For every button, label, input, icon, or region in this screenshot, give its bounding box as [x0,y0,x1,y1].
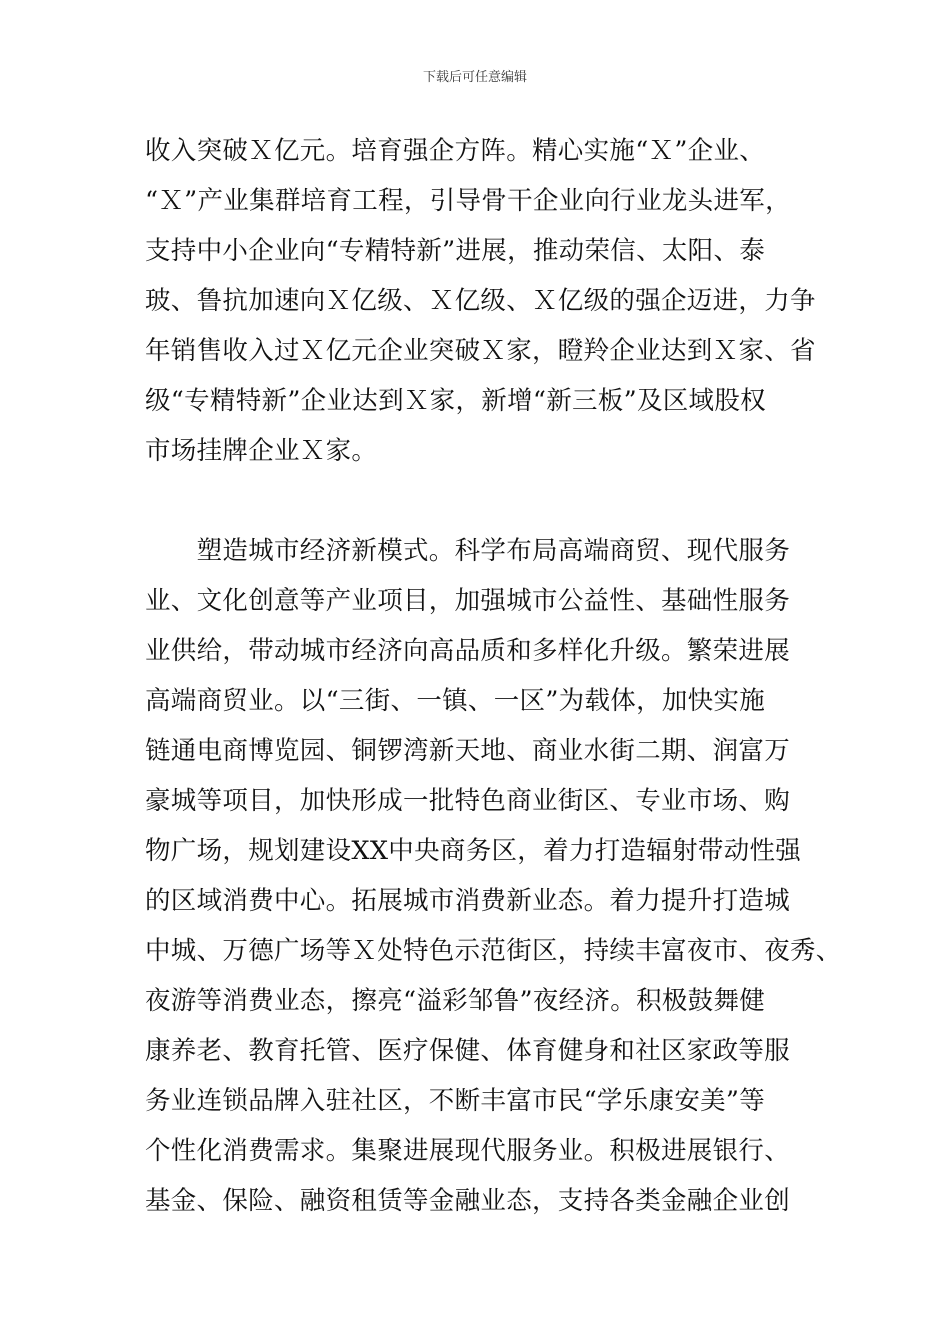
text-line: 的区域消费中心。拓展城市消费新业态。着力提升打造城 [145,886,791,916]
page-header: 下载后可任意编辑 [422,70,527,85]
text-line: 业、文化创意等产业项目，加强城市公益性、基础性服务 [145,586,791,616]
text-line: 务业连锁品牌入驻社区，不断丰富市民“学乐康安美”等 [145,1086,766,1116]
text-line: 豪城等项目，加快形成一批特色商业街区、专业市场、购 [145,786,791,816]
text-line: 夜游等消费业态，擦亮“溢彩邹鲁”夜经济。积极鼓舞健 [145,986,766,1016]
text-line: 康养老、教育托管、医疗保健、体育健身和社区家政等服 [145,1036,791,1066]
text-line: 支持中小企业向“专精特新”进展，推动荣信、太阳、泰 [145,236,766,266]
text-line: 高端商贸业。以“三街、一镇、一区”为载体，加快实施 [145,686,766,716]
paragraph-1 [145,126,815,476]
paragraph-2 [145,526,842,1226]
text-line: 级“专精特新”企业达到Ｘ家，新增“新三板”及区域股权 [145,386,766,416]
text-line: 物广场，规划建设XX中央商务区，着力打造辐射带动性强 [145,836,802,866]
text-line: 链通电商博览园、铜锣湾新天地、商业水街二期、润富万 [145,736,791,766]
text-line: “Ｘ”产业集群培育工程，引导骨干企业向行业龙头进军， [145,186,791,216]
text-line: 年销售收入过Ｘ亿元企业突破Ｘ家，瞪羚企业达到Ｘ家、省 [145,336,816,366]
text-line: 玻、鲁抗加速向Ｘ亿级、Ｘ亿级、Ｘ亿级的强企迈进，力争 [145,286,816,316]
text-line: 基金、保险、融资租赁等金融业态，支持各类金融企业创 [145,1186,791,1216]
text-line: 个性化消费需求。集聚进展现代服务业。积极进展银行、 [145,1136,791,1166]
text-line: 收入突破Ｘ亿元。培育强企方阵。精心实施“Ｘ”企业、 [145,136,766,166]
text-line: 业供给，带动城市经济向高品质和多样化升级。繁荣进展 [145,636,791,666]
text-line: 塑造城市经济新模式。科学布局高端商贸、现代服务 [145,536,791,566]
text-line: 中城、万德广场等Ｘ处特色示范街区，持续丰富夜市、夜秀、 [145,936,842,966]
text-line: 市场挂牌企业Ｘ家。 [145,436,378,466]
